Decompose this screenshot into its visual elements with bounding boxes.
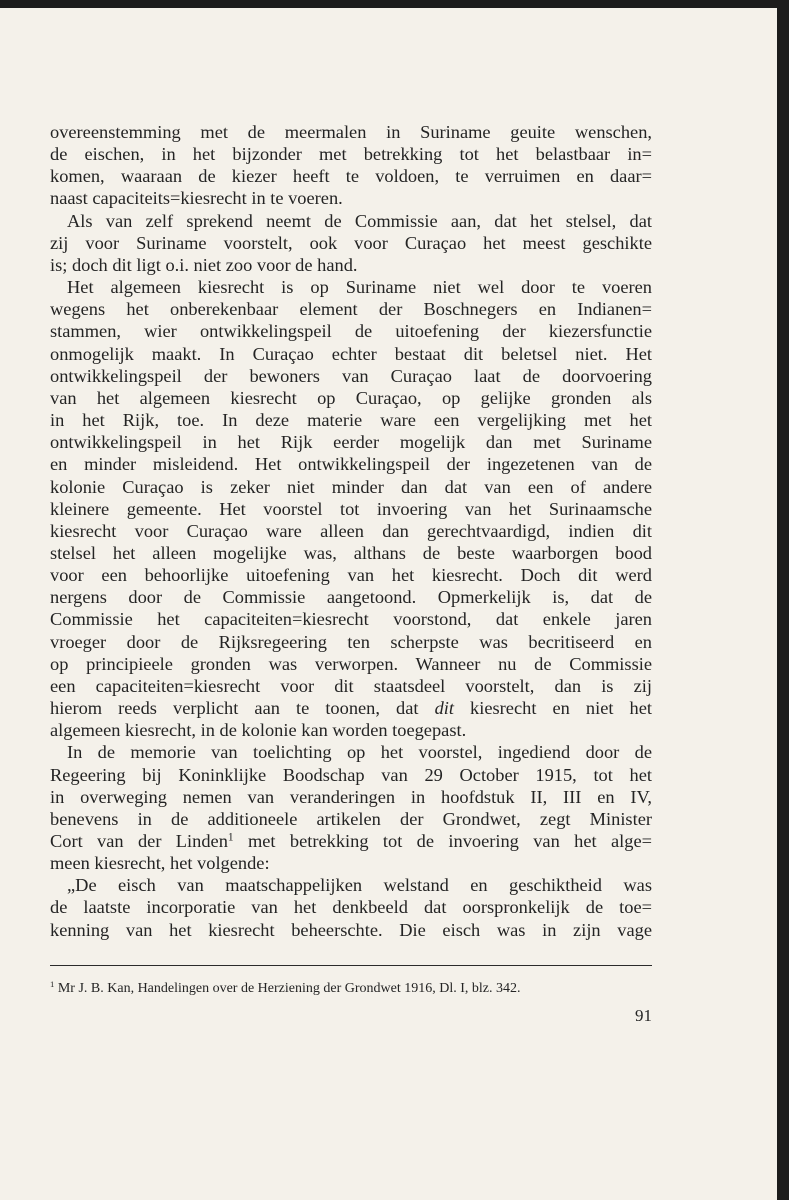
text-line: „De eisch van maatschappelijken welstand en geschiktheid was [67, 875, 652, 896]
text-line: Commissie het capaciteiten=kiesrecht voorstond, dat enkele jaren [50, 609, 652, 630]
text-line [50, 830, 652, 852]
footnote-divider [50, 965, 652, 966]
text-line: ontwikkelingspeil der bewoners van Curaçao laat de doorvoering [50, 365, 652, 386]
text-line: onmogelijk maakt. In Curaçao echter bestaat dit beletsel niet. Het [50, 343, 652, 364]
text-segment: met betrekking tot de invoering van het alge= [247, 831, 652, 851]
text-line: kiesrecht voor Curaçao ware alleen dan gerechtvaardigd, indien dit [50, 520, 652, 541]
text-line: Regeering bij Koninklijke Boodschap van 29 October 1915, tot het [50, 764, 652, 785]
text-line: voor een behoorlijke uitoefening van het kiesrecht. Doch dit werd [50, 565, 652, 586]
text-line: vroeger door de Rijksregeering ten scherpste was becritiseerd en [50, 631, 652, 652]
text-line: In de memorie van toelichting op het voorstel, ingediend door de [67, 742, 652, 763]
footnote-text: Mr J. B. Kan, Handelingen over de Herziening der Grondwet 1916, Dl. I, blz. 342. [57, 981, 521, 996]
footnote [50, 980, 652, 998]
book-page [0, 8, 777, 1200]
text-segment: kiesrecht en niet het [470, 698, 652, 719]
text-line: in het Rijk, toe. In deze materie ware een vergelijking met het [50, 410, 652, 431]
text-line: benevens in de additioneele artikelen der Grondwet, zegt Minister [50, 808, 652, 829]
text-line: op principieele gronden was verworpen. Wanneer nu de Commissie [50, 653, 652, 674]
text-line: zij voor Suriname voorstelt, ook voor Curaçao het meest geschikte [50, 232, 652, 253]
body-text [50, 121, 652, 941]
text-line: kolonie Curaçao is zeker niet minder dan dat van een of andere [50, 476, 652, 497]
text-line: van het algemeen kiesrecht op Curaçao, op gelijke gronden als [50, 387, 652, 408]
text-line: naast capaciteits=kiesrecht in te voeren. [50, 188, 343, 209]
text-line: Het algemeen kiesrecht is op Suriname niet wel door te voeren [67, 277, 652, 298]
text-line: de eischen, in het bijzonder met betrekking tot het belastbaar in= [50, 144, 652, 165]
text-line: algemeen kiesrecht, in de kolonie kan worden toegepast. [50, 720, 467, 741]
text-line: is; doch dit ligt o.i. niet zoo voor de hand. [50, 254, 358, 275]
text-line: in overweging nemen van veranderingen in hoofdstuk II, III en IV, [50, 786, 652, 807]
footnote-marker: 1 [50, 979, 55, 990]
text-line: kleinere gemeente. Het voorstel tot invoering van het Surinaamsche [50, 498, 652, 519]
text-line: de laatste incorporatie van het denkbeeld dat oorspronkelijk de toe= [50, 897, 652, 918]
text-line: meen kiesrecht, het volgende: [50, 853, 270, 874]
text-segment: Cort van der Linden [50, 831, 228, 851]
text-line: een capaciteiten=kiesrecht voor dit staatsdeel voorstelt, dan is zij [50, 675, 652, 696]
text-segment: hierom reeds verplicht aan te toonen, dat [50, 698, 419, 719]
text-line: ontwikkelingspeil in het Rijk eerder mogelijk dan met Suriname [50, 432, 652, 453]
text-line: overeenstemming met de meermalen in Suriname geuite wenschen, [50, 122, 652, 142]
footnote-reference: 1 [227, 831, 234, 844]
text-line: kenning van het kiesrecht beheerschte. Die eisch was in zijn vage [50, 919, 652, 940]
text-line: stelsel het alleen mogelijke was, althans de beste waarborgen bood [50, 542, 652, 563]
page-number: 91 [635, 1006, 652, 1025]
text-line: en minder misleidend. Het ontwikkelingspeil der ingezetenen van de [50, 454, 652, 475]
text-line: wegens het onberekenbaar element der Boschnegers en Indianen= [50, 299, 652, 320]
text-line: stammen, wier ontwikkelingspeil de uitoefening der kiezersfunctie [50, 321, 652, 342]
text-line [50, 697, 652, 719]
italic-emphasis: dit [434, 698, 454, 719]
text-line: komen, waaraan de kiezer heeft te voldoen, te verruimen en daar= [50, 166, 652, 187]
text-line: nergens door de Commissie aangetoond. Opmerkelijk is, dat de [50, 587, 652, 608]
text-line: Als van zelf sprekend neemt de Commissie aan, dat het stelsel, dat [67, 210, 652, 231]
